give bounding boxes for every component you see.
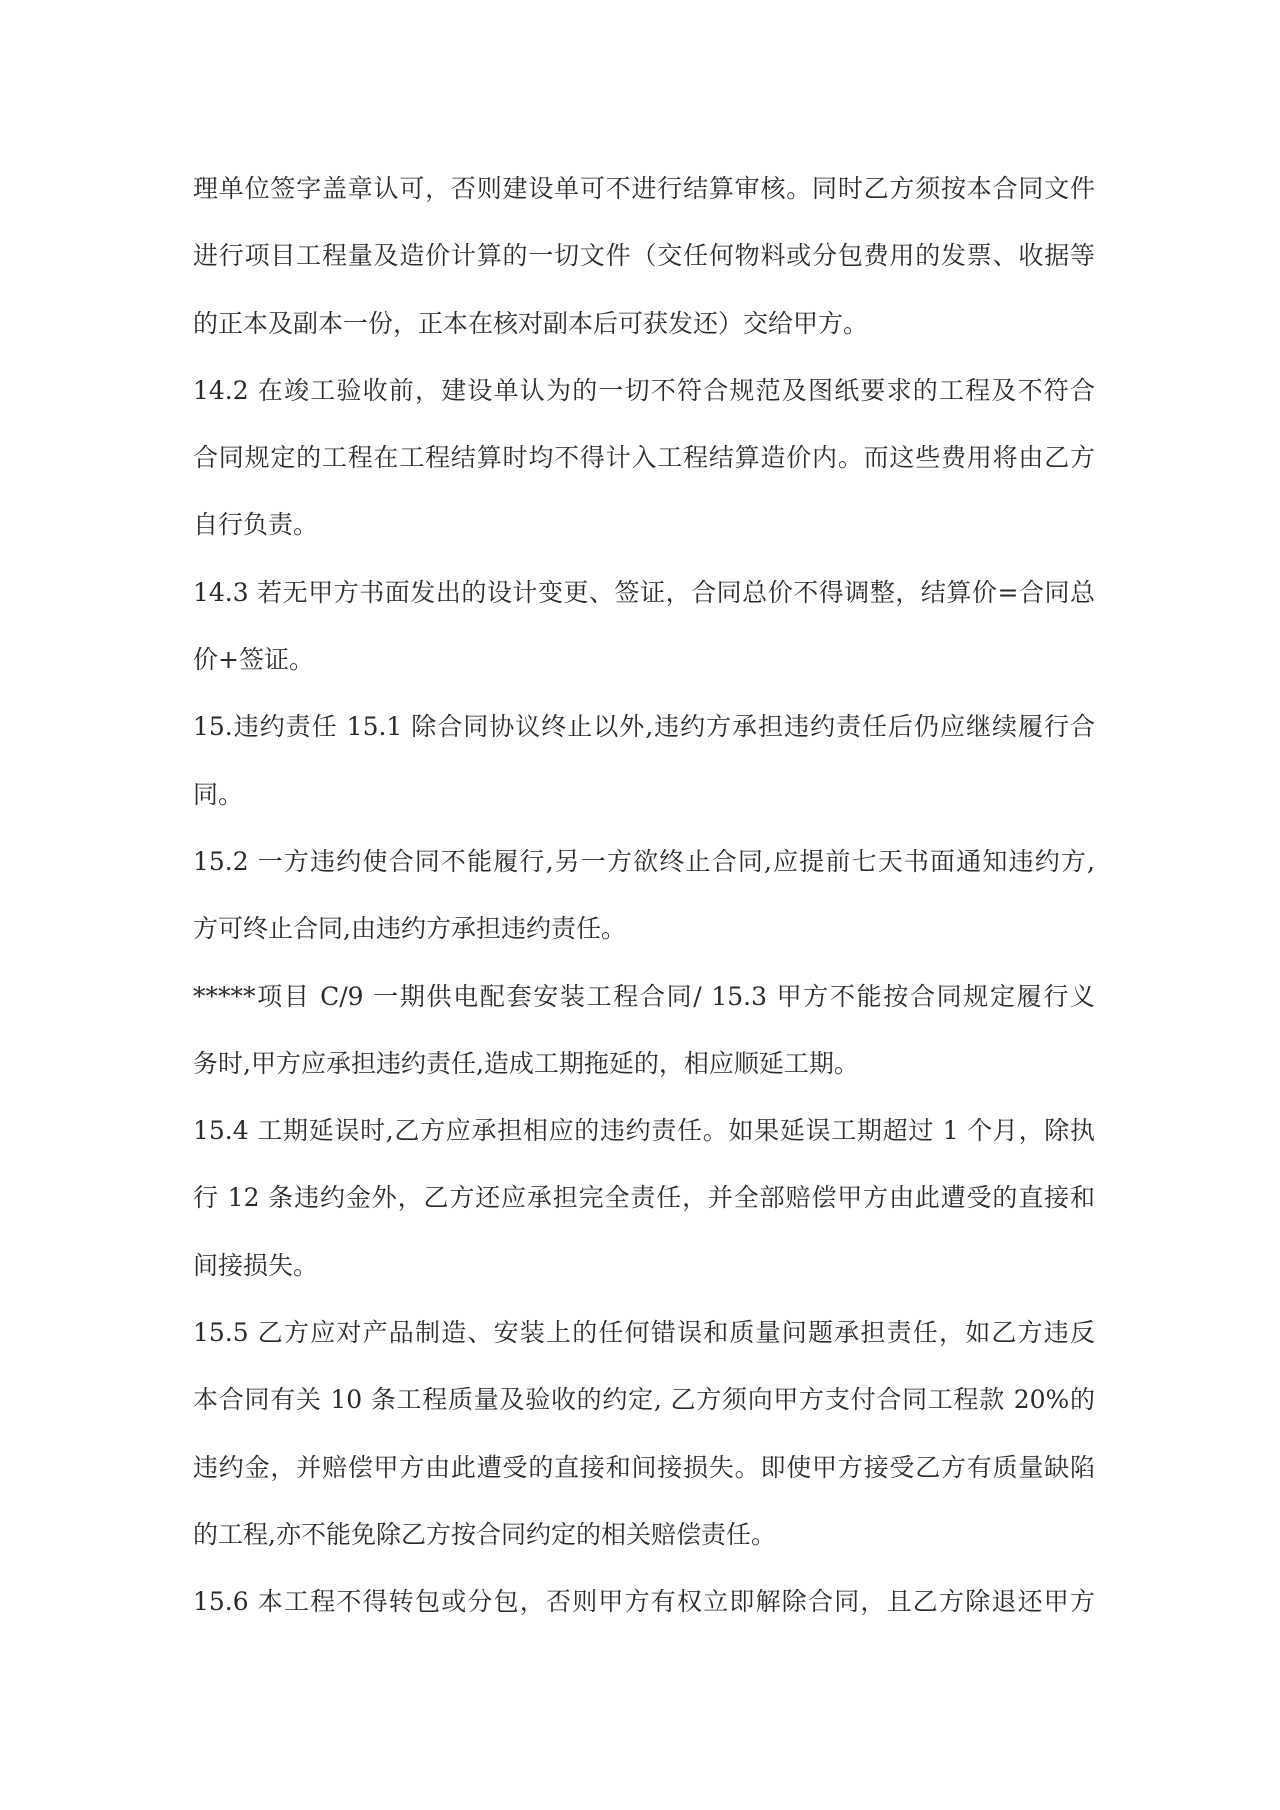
text-line: 违约金，并赔偿甲方由此遭受的直接和间接损失。即使甲方接受乙方有质量缺陷 — [193, 1452, 1095, 1482]
text-line: 的正本及副本一份，正本在核对副本后可获发还）交给甲方。 — [193, 308, 869, 338]
text-line: 同。 — [193, 779, 244, 809]
text-line: 理单位签字盖章认可，否则建设单可不进行结算审核。同时乙方须按本合同文件 — [193, 174, 1095, 203]
clause-15-4: 15.4 工期延误时,乙方应承担相应的违约责任。如果延误工期超过 1 个月，除执 — [193, 1116, 1095, 1146]
text-line: 行 12 条违约金外，乙方还应承担完全责任，并全部赔偿甲方由此遭受的直接和 — [193, 1183, 1095, 1213]
clause-15-2: 15.2 一方违约使合同不能履行,另一方欲终止合同,应提前七天书面通知违约方, — [193, 846, 1095, 876]
document-body — [193, 160, 1095, 1641]
text-line: 合同规定的工程在工程结算时均不得计入工程结算造价内。而这些费用将由乙方 — [193, 443, 1095, 473]
text-line: 方可终止合同,由违约方承担违约责任。 — [193, 914, 626, 944]
text-line: 本合同有关 10 条工程质量及验收的约定, 乙方须向甲方支付合同工程款 20%的 — [193, 1385, 1095, 1415]
clause-15-5: 15.5 乙方应对产品制造、安装上的任何错误和质量问题承担责任，如乙方违反 — [193, 1318, 1095, 1348]
text-line: 间接损失。 — [193, 1250, 319, 1280]
clause-15-1: 15.违约责任 15.1 除合同协议终止以外,违约方承担违约责任后仍应继续履行合 — [193, 712, 1095, 742]
text-line: 自行负责。 — [193, 510, 319, 540]
clause-14-2: 14.2 在竣工验收前，建设单认为的一切不符合规范及图纸要求的工程及不符合 — [193, 375, 1095, 405]
text-line: 进行项目工程量及造价计算的一切文件（交任何物料或分包费用的发票、收据等 — [193, 241, 1095, 271]
clause-14-3: 14.3 若无甲方书面发出的设计变更、签证，合同总价不得调整，结算价=合同总 — [193, 577, 1095, 607]
clause-15-3: *****项目 C/9 一期供电配套安装工程合同/ 15.3 甲方不能按合同规定履行义 — [193, 981, 1095, 1011]
text-line: 价+签证。 — [193, 645, 314, 675]
text-line: 务时,甲方应承担违约责任,造成工期拖延的，相应顺延工期。 — [193, 1048, 859, 1078]
text-line: 的工程,亦不能免除乙方按合同约定的相关赔偿责任。 — [193, 1519, 776, 1549]
clause-15-6: 15.6 本工程不得转包或分包，否则甲方有权立即解除合同，且乙方除退还甲方 — [193, 1587, 1095, 1617]
